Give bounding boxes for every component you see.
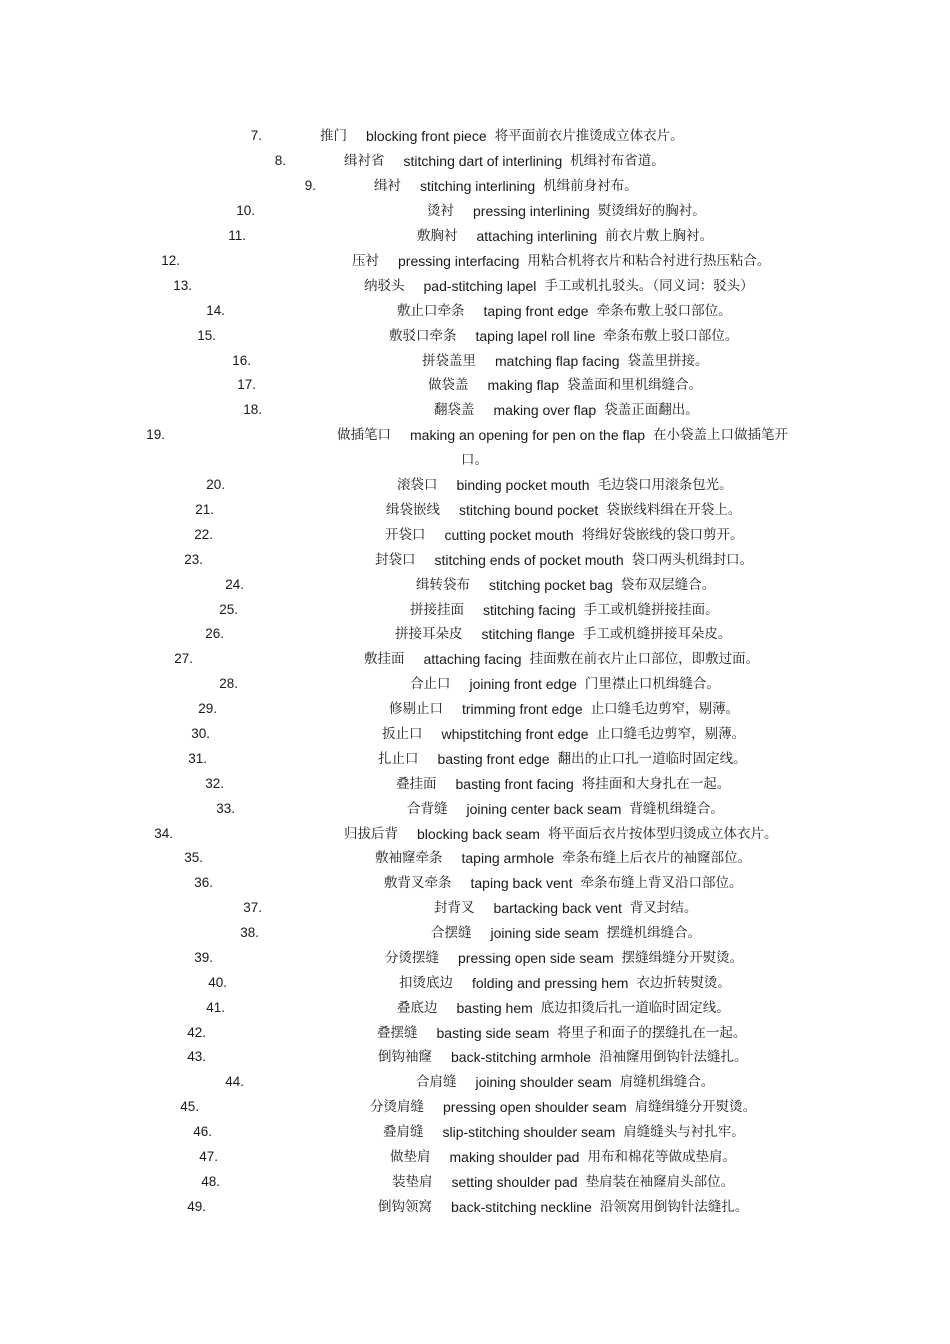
term-english: stitching facing: [483, 602, 576, 618]
item-number: 10.: [236, 203, 255, 218]
item-number: 29.: [198, 701, 217, 716]
term-english: joining side seam: [490, 925, 599, 941]
term-chinese: 扎止口: [378, 751, 419, 767]
term-chinese: 拼接挂面: [410, 602, 464, 618]
term-chinese: 推门: [320, 128, 347, 144]
list-item: [0, 225, 950, 247]
list-item: [0, 723, 950, 745]
term-english: pressing open shoulder seam: [443, 1099, 627, 1115]
term-definition: 手工或机缝拼接耳朵皮。: [582, 626, 732, 642]
list-item: [0, 997, 950, 1019]
list-item: [0, 1196, 950, 1218]
term-definition: 前衣片敷上胸衬。: [605, 228, 714, 244]
list-item: [0, 125, 950, 147]
list-item: [0, 549, 950, 571]
term-chinese: 敷胸衬: [417, 228, 458, 244]
list-item: [0, 823, 950, 845]
item-number: 41.: [206, 1000, 225, 1015]
term-definition: 机缉衬布省道。: [570, 153, 665, 169]
term-definition: 牵条布敷上驳口部位。: [603, 328, 739, 344]
term-chinese: 烫衬: [427, 203, 454, 219]
term-chinese: 翻袋盖: [434, 402, 475, 418]
term-chinese: 纳驳头: [364, 278, 405, 294]
term-english: stitching dart of interlining: [403, 153, 563, 169]
item-number: 17.: [237, 377, 256, 392]
item-number: 44.: [225, 1074, 244, 1089]
term-definition: 将里子和面子的摆缝扎在一起。: [557, 1025, 747, 1041]
term-english: basting front edge: [437, 751, 550, 767]
term-english: taping back vent: [470, 875, 573, 891]
term-chinese: 拼接耳朵皮: [395, 626, 463, 642]
term-chinese: 扳止口: [382, 726, 423, 742]
list-item: [0, 175, 950, 197]
list-item: [0, 424, 950, 446]
term-english: joining center back seam: [466, 801, 622, 817]
term-chinese: 叠摆缝: [377, 1025, 418, 1041]
item-number: 11.: [228, 228, 246, 243]
term-definition: 手工或机扎驳头。（同义词：驳头）: [544, 278, 754, 294]
item-number: 27.: [174, 651, 193, 666]
item-number: 43.: [187, 1049, 206, 1064]
item-number: 46.: [193, 1124, 212, 1139]
list-item: [0, 922, 950, 944]
list-item: [0, 1146, 950, 1168]
term-definition: 机缉前身衬布。: [543, 178, 638, 194]
term-english: cutting pocket mouth: [444, 527, 574, 543]
term-chinese: 封背叉: [434, 900, 475, 916]
term-chinese: 缉衬: [374, 178, 401, 194]
list-item: [0, 1071, 950, 1093]
list-item: [0, 399, 950, 421]
term-definition: 背叉封结。: [629, 900, 698, 916]
term-english: slip-stitching shoulder seam: [442, 1124, 616, 1140]
term-definition: 牵条布缝上后衣片的袖窿部位。: [562, 850, 752, 866]
list-item: [0, 1171, 950, 1193]
term-chinese: 叠挂面: [396, 776, 437, 792]
item-number: 40.: [208, 975, 227, 990]
term-definition: 摆缝缉缝分开熨烫。: [621, 950, 744, 966]
term-definition: 翻出的止口扎一道临时固定线。: [557, 751, 747, 767]
term-definition: 毛边袋口用滚条包光。: [597, 477, 733, 493]
term-english: back-stitching armhole: [451, 1049, 592, 1065]
term-chinese: 分烫肩缝: [370, 1099, 424, 1115]
term-english: making shoulder pad: [449, 1149, 580, 1165]
term-english: taping armhole: [461, 850, 555, 866]
item-number: 48.: [201, 1174, 220, 1189]
list-item: [0, 748, 950, 770]
item-number: 32.: [205, 776, 224, 791]
term-english: pressing interlining: [473, 203, 590, 219]
list-item: [0, 773, 950, 795]
term-chinese: 敷袖窿牵条: [375, 850, 443, 866]
term-definition: 止口缝毛边剪窄，剔薄。: [596, 726, 746, 742]
list-item: [0, 648, 950, 670]
term-definition: 袋盖里拼接。: [627, 353, 709, 369]
item-number: 35.: [184, 850, 203, 865]
term-english: bartacking back vent: [493, 900, 622, 916]
item-number: 15.: [197, 328, 216, 343]
term-chinese: 叠肩缝: [383, 1124, 424, 1140]
term-definition: 用布和棉花等做成垫肩。: [587, 1149, 736, 1165]
term-english: attaching interlining: [476, 228, 598, 244]
term-chinese: 归拔后背: [344, 826, 398, 842]
item-number: 33.: [216, 801, 235, 816]
term-english: matching flap facing: [495, 353, 620, 369]
term-english: making flap: [487, 377, 560, 393]
term-definition: 牵条布缝上背叉沿口部位。: [580, 875, 743, 891]
term-definition: 袋布双层缝合。: [620, 577, 716, 593]
term-definition: 沿袖窿用倒钩针法缝扎。: [599, 1049, 748, 1065]
term-definition: 肩缝机缉缝合。: [619, 1074, 715, 1090]
term-definition: 将平面后衣片按体型归烫成立体衣片。: [547, 826, 778, 842]
term-english: whipstitching front edge: [441, 726, 589, 742]
term-chinese: 分烫摆缝: [385, 950, 439, 966]
term-definition: 将缉好袋嵌线的袋口剪开。: [581, 527, 744, 543]
list-item: [0, 872, 950, 894]
term-definition: 将挂面和大身扎在一起。: [581, 776, 731, 792]
term-english: joining shoulder seam: [475, 1074, 612, 1090]
list-item: [0, 947, 950, 969]
term-definition: 将平面前衣片推烫成立体衣片。: [494, 128, 684, 144]
term-definition: 止口缝毛边剪窄，剔薄。: [590, 701, 740, 717]
term-english: basting side seam: [436, 1025, 550, 1041]
term-chinese: 敷挂面: [364, 651, 405, 667]
term-english: blocking front piece: [366, 128, 487, 144]
term-chinese: 敷驳口牵条: [389, 328, 457, 344]
term-definition: 沿领窝用倒钩针法缝扎。: [599, 1199, 749, 1215]
item-number: 14.: [206, 303, 225, 318]
item-number: 38.: [240, 925, 259, 940]
term-chinese: 缉衬省: [344, 153, 385, 169]
list-item: [0, 499, 950, 521]
list-item: [0, 847, 950, 869]
item-number: 39.: [194, 950, 213, 965]
term-definition: 门里襟止口机缉缝合。: [584, 676, 720, 692]
list-item: [0, 574, 950, 596]
item-number: 23.: [184, 552, 203, 567]
term-definition: 底边扣烫后扎一道临时固定线。: [540, 1000, 730, 1016]
term-definition: 手工或机缝拼接挂面。: [583, 602, 719, 618]
list-item: [0, 524, 950, 546]
term-definition: 熨烫缉好的胸衬。: [597, 203, 706, 219]
term-english: back-stitching neckline: [451, 1199, 592, 1215]
term-definition: 摆缝机缉缝合。: [606, 925, 702, 941]
item-number: 19.: [146, 427, 165, 442]
term-english: pressing open side seam: [458, 950, 614, 966]
term-english: basting front facing: [455, 776, 574, 792]
list-item: [0, 897, 950, 919]
term-chinese: 倒钩袖窿: [378, 1049, 432, 1065]
term-chinese: 做袋盖: [428, 377, 469, 393]
item-number: 30.: [191, 726, 210, 741]
term-english: pressing interfacing: [398, 253, 520, 269]
term-definition: 袋口两头机缉封口。: [631, 552, 754, 568]
item-number: 25.: [219, 602, 238, 617]
term-english: taping front edge: [483, 303, 589, 319]
term-english: basting hem: [456, 1000, 533, 1016]
term-chinese: 倒钩领窝: [378, 1199, 432, 1215]
list-item: [0, 150, 950, 172]
list-item: [0, 350, 950, 372]
term-chinese: 合止口: [410, 676, 451, 692]
term-definition: 用粘合机将衣片和粘合衬进行热压粘合。: [527, 253, 771, 269]
term-chinese: 修剔止口: [389, 701, 443, 717]
term-english: taping lapel roll line: [475, 328, 596, 344]
term-english: setting shoulder pad: [451, 1174, 578, 1190]
term-english: making over flap: [493, 402, 597, 418]
list-item: [0, 599, 950, 621]
item-number: 49.: [187, 1199, 206, 1214]
list-item: [0, 275, 950, 297]
item-number: 9.: [304, 178, 316, 193]
item-number: 8.: [274, 153, 286, 168]
term-english: stitching flange: [481, 626, 575, 642]
term-chinese: 装垫肩: [392, 1174, 433, 1190]
term-english: stitching ends of pocket mouth: [434, 552, 624, 568]
term-english: trimming front edge: [462, 701, 583, 717]
term-definition: 背缝机缉缝合。: [629, 801, 724, 817]
list-item: [0, 673, 950, 695]
term-chinese: 合肩缝: [416, 1074, 457, 1090]
item-number: 26.: [205, 626, 224, 641]
item-number: 16.: [232, 353, 251, 368]
item-number: 28.: [219, 676, 238, 691]
term-definition: 垫肩装在袖窿肩头部位。: [585, 1174, 735, 1190]
term-definition: 袋盖正面翻出。: [604, 402, 699, 418]
term-english: stitching bound pocket: [459, 502, 599, 518]
list-item: [0, 374, 950, 396]
term-definition: 在小袋盖上口做插笔开: [653, 427, 789, 443]
item-number: 34.: [154, 826, 173, 841]
list-item: [0, 1046, 950, 1068]
term-english: blocking back seam: [417, 826, 540, 842]
item-number: 45.: [180, 1099, 199, 1114]
term-english: attaching facing: [423, 651, 522, 667]
item-number: 22.: [194, 527, 213, 542]
term-english: binding pocket mouth: [456, 477, 590, 493]
term-chinese: 敷背叉牵条: [384, 875, 452, 891]
item-number: 24.: [225, 577, 244, 592]
list-item: [0, 1096, 950, 1118]
term-chinese: 拼袋盖里: [422, 353, 476, 369]
item-number: 20.: [206, 477, 225, 492]
term-chinese: 扣烫底边: [399, 975, 453, 991]
term-chinese: 封袋口: [375, 552, 416, 568]
item-number: 47.: [199, 1149, 218, 1164]
item-number: 21.: [195, 502, 214, 517]
term-chinese: 合背缝: [407, 801, 448, 817]
term-english: folding and pressing hem: [472, 975, 629, 991]
item-number: 18.: [243, 402, 262, 417]
term-english: stitching pocket bag: [489, 577, 613, 593]
term-chinese: 合摆缝: [431, 925, 472, 941]
term-chinese: 敷止口牵条: [397, 303, 465, 319]
item-number: 12.: [161, 253, 180, 268]
term-chinese: 开袋口: [385, 527, 426, 543]
item-number: 37.: [243, 900, 262, 915]
list-item: [0, 300, 950, 322]
list-item: [0, 623, 950, 645]
term-chinese: 缉袋嵌线: [386, 502, 440, 518]
term-definition-continuation: 口。: [461, 452, 488, 468]
term-english: making an opening for pen on the flap: [410, 427, 646, 443]
list-item: [0, 325, 950, 347]
list-item: [0, 1121, 950, 1143]
term-english: stitching interlining: [420, 178, 536, 194]
item-number: 42.: [187, 1025, 206, 1040]
list-item: [0, 474, 950, 496]
term-definition: 袋嵌线料缉在开袋上。: [606, 502, 742, 518]
item-number: 7.: [250, 128, 262, 143]
term-chinese: 做插笔口: [337, 427, 391, 443]
term-chinese: 叠底边: [397, 1000, 438, 1016]
term-definition: 肩缝缝头与衬扎牢。: [623, 1124, 745, 1140]
term-definition: 肩缝缉缝分开熨烫。: [634, 1099, 757, 1115]
list-item: [0, 698, 950, 720]
term-english: joining front edge: [469, 676, 577, 692]
term-chinese: 做垫肩: [390, 1149, 431, 1165]
term-definition: 袋盖面和里机缉缝合。: [567, 377, 703, 393]
list-item: [0, 250, 950, 272]
item-number: 13.: [173, 278, 192, 293]
term-chinese: 滚袋口: [397, 477, 438, 493]
term-chinese: 缉转袋布: [416, 577, 470, 593]
list-item: [0, 798, 950, 820]
term-chinese: 压衬: [352, 253, 379, 269]
term-definition: 牵条布敷上驳口部位。: [596, 303, 732, 319]
list-item: [0, 972, 950, 994]
list-item: [0, 1022, 950, 1044]
term-definition: 挂面敷在前衣片止口部位，即敷过面。: [529, 651, 760, 667]
term-definition: 衣边折转熨烫。: [636, 975, 731, 991]
term-english: pad-stitching lapel: [423, 278, 537, 294]
item-number: 36.: [194, 875, 213, 890]
item-number: 31.: [188, 751, 207, 766]
list-item: [0, 200, 950, 222]
